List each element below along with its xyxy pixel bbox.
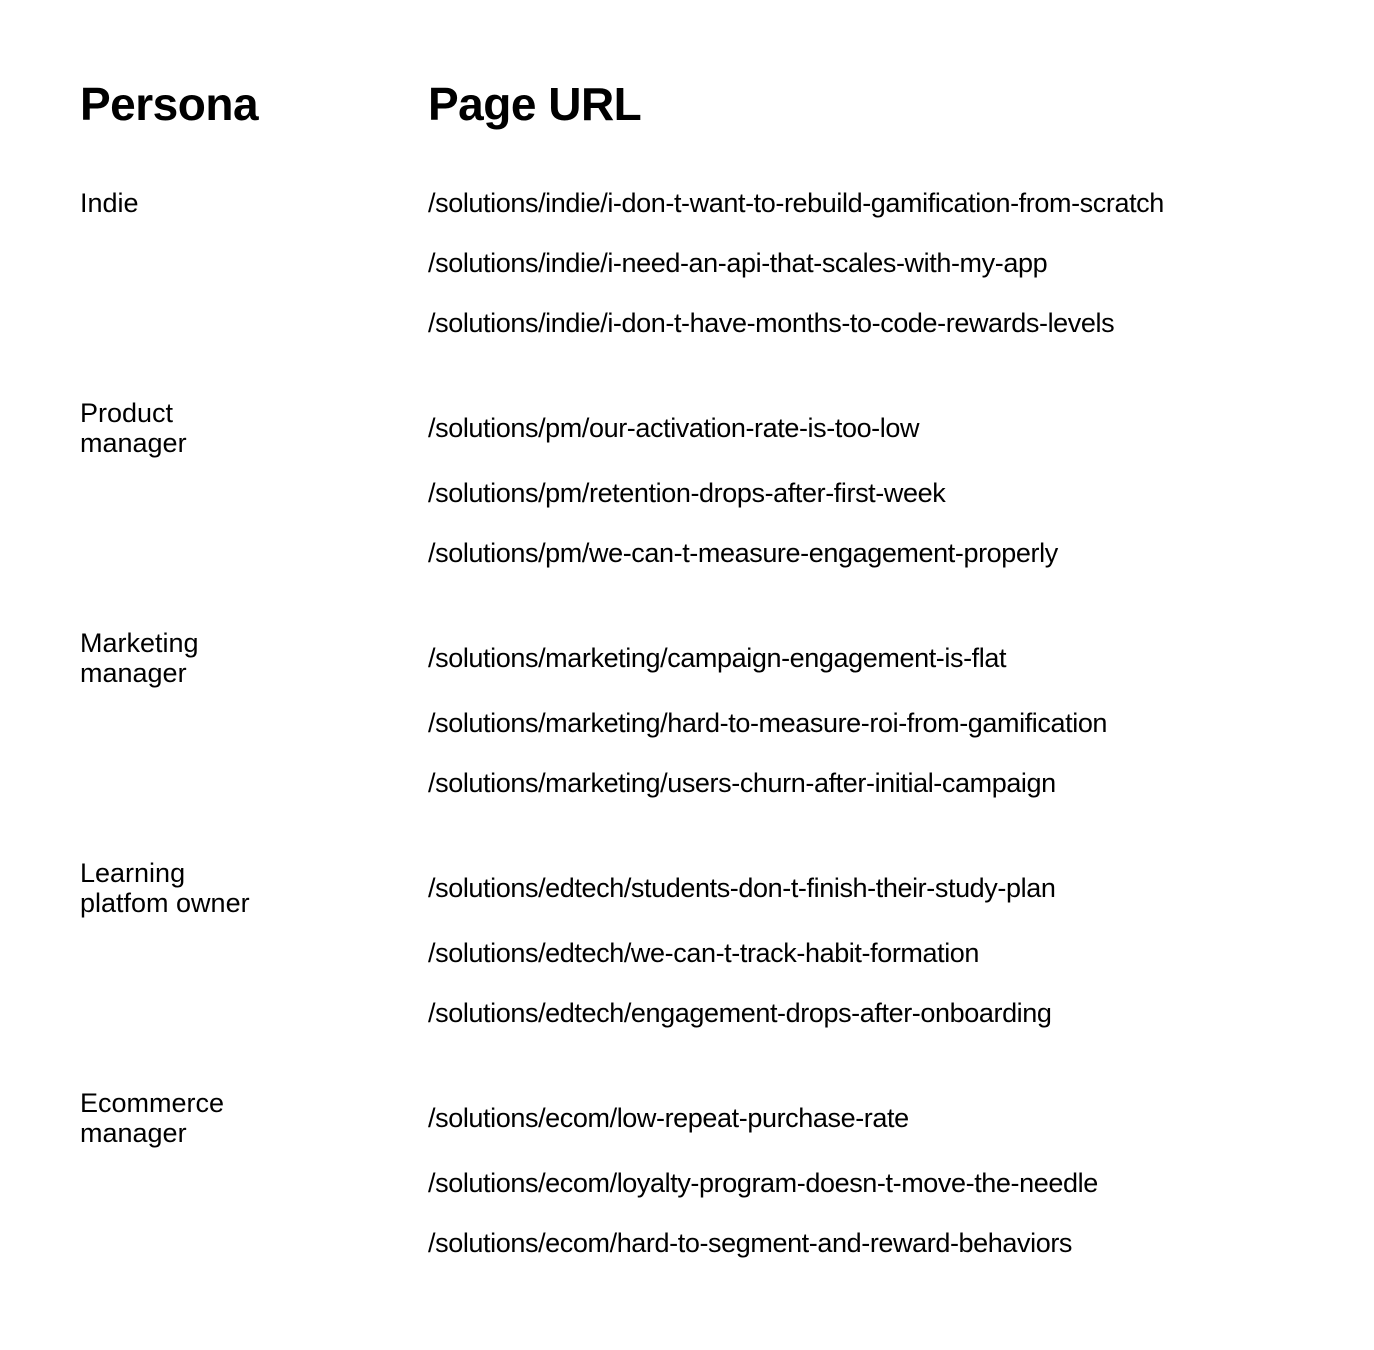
page-url: /solutions/ecom/low-repeat-purchase-rate [428, 1103, 909, 1133]
persona-label: Indie [80, 188, 139, 218]
persona-column-header: Persona [80, 78, 259, 130]
persona-label: Learning platfom owner [80, 858, 250, 918]
page-url: /solutions/pm/we-can-t-measure-engagement-properly [428, 538, 1058, 568]
page-url: /solutions/marketing/campaign-engagement-is-flat [428, 643, 1007, 673]
page-url: /solutions/indie/i-don-t-want-to-rebuild-gamification-from-scratch [428, 188, 1164, 218]
page-url: /solutions/indie/i-need-an-api-that-scales-with-my-app [428, 248, 1048, 278]
page-url: /solutions/pm/our-activation-rate-is-too-low [428, 413, 920, 443]
persona-label: Ecommerce manager [80, 1088, 225, 1148]
page-url: /solutions/edtech/we-can-t-track-habit-formation [428, 938, 980, 968]
page-url: /solutions/ecom/hard-to-segment-and-reward-behaviors [428, 1228, 1073, 1258]
page-url: /solutions/indie/i-don-t-have-months-to-code-rewards-levels [428, 308, 1115, 338]
page-url: /solutions/edtech/students-don-t-finish-their-study-plan [428, 873, 1056, 903]
page-url: /solutions/edtech/engagement-drops-after-onboarding [428, 998, 1052, 1028]
page-url: /solutions/marketing/hard-to-measure-roi-from-gamification [428, 708, 1108, 738]
page-url: /solutions/ecom/loyalty-program-doesn-t-move-the-needle [428, 1168, 1098, 1198]
page-url: /solutions/marketing/users-churn-after-initial-campaign [428, 768, 1056, 798]
persona-label: Product manager [80, 398, 187, 458]
persona-label: Marketing manager [80, 628, 199, 688]
page-url: /solutions/pm/retention-drops-after-first-week [428, 478, 946, 508]
page-url-column-header: Page URL [428, 78, 642, 130]
